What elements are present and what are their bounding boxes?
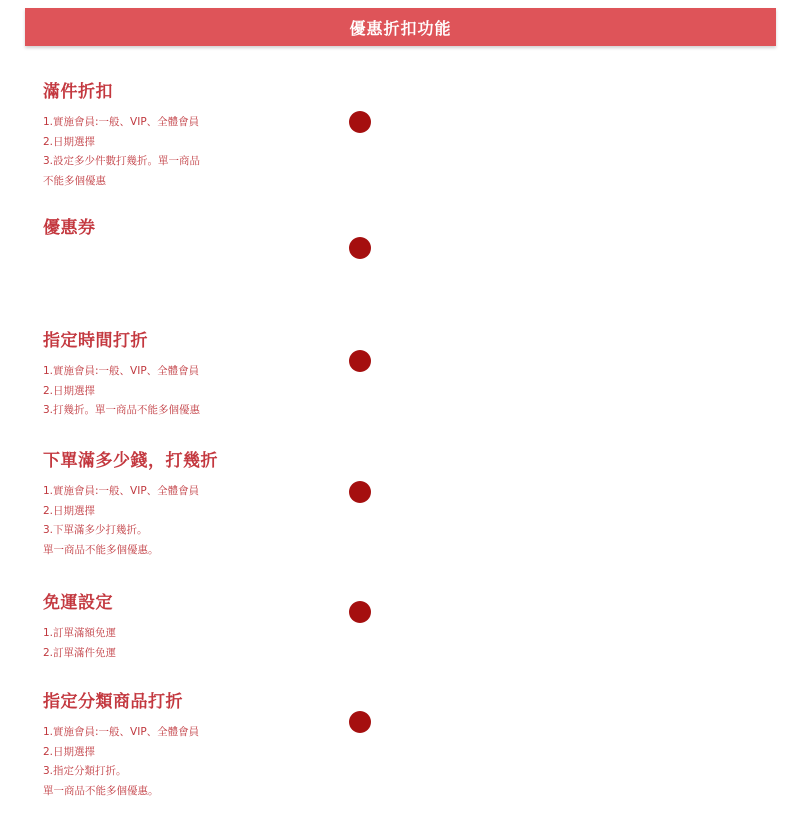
- description-line: 3.設定多少件數打幾折。單一商品: [43, 155, 201, 167]
- section-description: [43, 723, 343, 801]
- section-title: 優惠券: [43, 218, 96, 238]
- section-title: 下單滿多少錢，打幾折: [43, 451, 218, 471]
- description-line: 不能多個優惠: [43, 174, 106, 187]
- bullet-dot-icon: [349, 350, 371, 372]
- description-line: 1.實施會員:一般、VIP、全體會員: [43, 726, 200, 738]
- bullet-dot-icon: [349, 111, 371, 133]
- section-description: [43, 482, 343, 560]
- description-line: 1.實施會員:一般、VIP、全體會員: [43, 485, 200, 497]
- page-title: 優惠折扣功能: [349, 18, 452, 38]
- description-line: 3.指定分類打折。: [43, 765, 127, 777]
- description-line: 2.日期選擇: [43, 384, 96, 397]
- description-line: 2.日期選擇: [43, 135, 96, 148]
- description-line: 1.訂單滿額免運: [43, 627, 117, 639]
- section-full-item-discount: [43, 82, 343, 191]
- section-title: 免運設定: [43, 593, 113, 613]
- section-title: 滿件折扣: [43, 82, 113, 102]
- section-coupon: [43, 218, 343, 249]
- bullet-dot-icon: [349, 481, 371, 503]
- description-line: 2.日期選擇: [43, 504, 96, 517]
- description-line: 1.實施會員:一般、VIP、全體會員: [43, 116, 200, 128]
- section-category-discount: [43, 692, 343, 801]
- section-timed-discount: [43, 331, 343, 421]
- section-description: [43, 624, 343, 663]
- bullet-dot-icon: [349, 601, 371, 623]
- description-line: 2.訂單滿件免運: [43, 646, 117, 659]
- section-free-shipping: [43, 593, 343, 663]
- section-description: [43, 113, 343, 191]
- description-line: 單一商品不能多個優惠。: [43, 543, 159, 556]
- bullet-dot-icon: [349, 711, 371, 733]
- section-title: 指定分類商品打折: [43, 692, 183, 712]
- section-description: [43, 362, 343, 421]
- description-line: 2.日期選擇: [43, 745, 96, 758]
- description-line: 3.打幾折。單一商品不能多個優惠: [43, 404, 201, 416]
- header-bar: [25, 8, 776, 46]
- description-line: 3.下單滿多少打幾折。: [43, 524, 148, 536]
- section-title: 指定時間打折: [43, 331, 148, 351]
- description-line: 1.實施會員:一般、VIP、全體會員: [43, 365, 200, 377]
- section-order-amount-discount: [43, 451, 343, 560]
- bullet-dot-icon: [349, 237, 371, 259]
- description-line: 單一商品不能多個優惠。: [43, 784, 159, 797]
